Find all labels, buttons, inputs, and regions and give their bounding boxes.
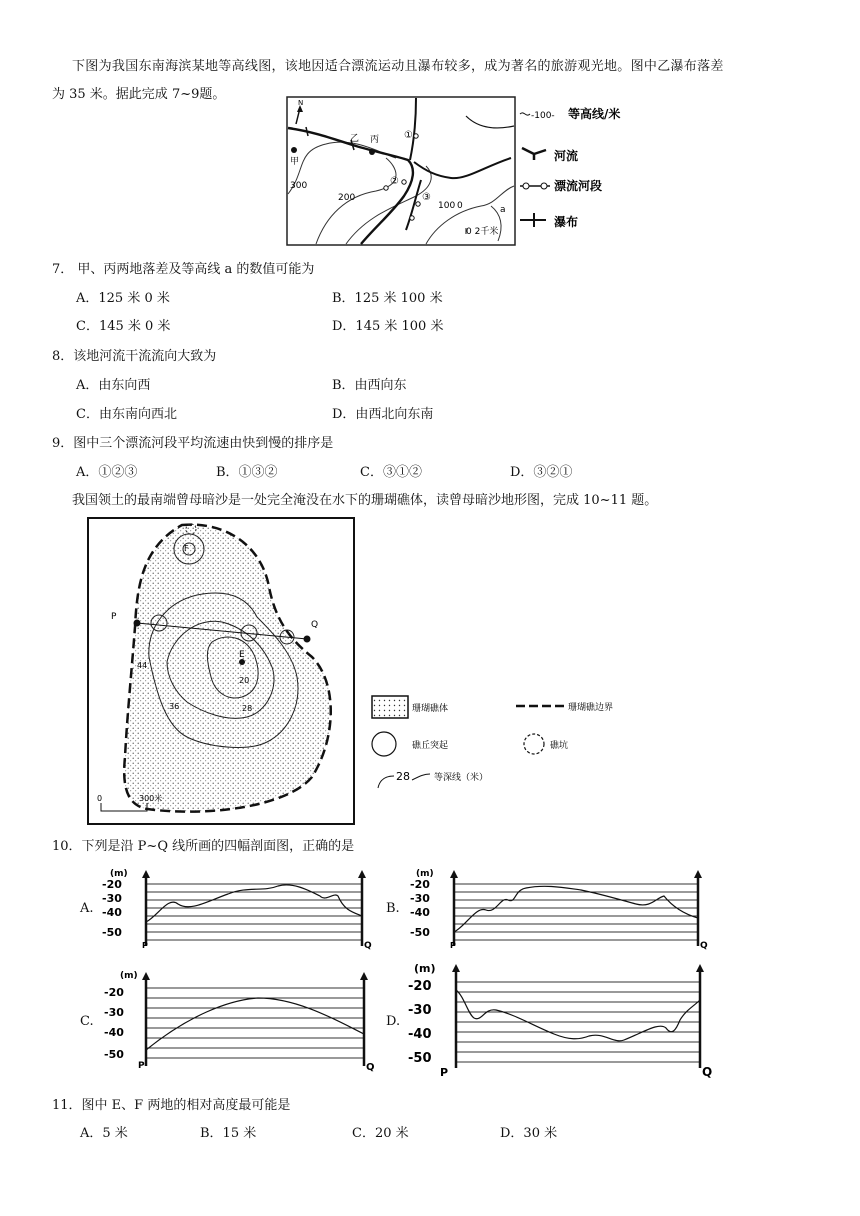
q7-stem: 7． 甲、丙两地落差及等高线 a 的数值可能为 [52, 262, 315, 277]
intro-paragraph-line1: 下图为我国东南海滨某地等高线图，该地因适合漂流运动且瀑布较多，成为著名的旅游观光地。图中乙瀑布落差 [72, 59, 724, 74]
q8-option-c[interactable]: C．由东南向西北 [76, 407, 177, 422]
label-bing: 丙 [370, 135, 380, 145]
svg-text:P: P [440, 1066, 449, 1079]
point-e-label: E [239, 650, 245, 660]
legend-isobath-label: 等深线（米） [434, 773, 489, 783]
q10-option-a-letter[interactable]: A. [80, 901, 94, 916]
q8-stem: 8．该地河流干流流向大致为 [52, 349, 217, 364]
reef-pit-icon [524, 734, 544, 754]
profile-chart-a[interactable] [98, 866, 378, 956]
svg-text:-40: -40 [408, 1027, 432, 1042]
contour-0: 0 [457, 201, 463, 211]
svg-text:Q: Q [700, 941, 708, 951]
q9-option-b[interactable]: B．①③② [216, 465, 278, 480]
svg-text:300米: 300米 [139, 794, 163, 803]
q11-stem: 11．图中 E、F 两地的相对高度最可能是 [52, 1098, 291, 1113]
svg-text:-30: -30 [104, 1006, 124, 1019]
waterfall-icon [520, 213, 546, 227]
reef-map [87, 517, 357, 827]
q8-option-b[interactable]: B．由西向东 [332, 378, 407, 393]
profile-chart-b[interactable] [406, 866, 706, 956]
q10-option-c-letter[interactable]: C. [80, 1014, 94, 1029]
isobath-icon [378, 770, 430, 788]
river-icon [522, 148, 546, 160]
legend-reef-body-label: 珊瑚礁体 [412, 704, 449, 714]
svg-text:-40: -40 [102, 906, 122, 919]
q9-option-d[interactable]: D．③②① [510, 465, 573, 480]
point-q-label: Q [311, 620, 319, 630]
legend-contour-label: 等高线/米 [568, 107, 621, 121]
reef-legend [368, 694, 628, 804]
svg-text:(m): (m) [120, 971, 138, 981]
q9-option-a[interactable]: A．①②③ [76, 465, 138, 480]
q7-option-a[interactable]: A．125 米 0 米 [76, 291, 170, 306]
q11-option-a[interactable]: A．5 米 [80, 1126, 128, 1141]
q7-option-d[interactable]: D．145 米 100 米 [332, 319, 444, 334]
svg-text:28: 28 [396, 770, 410, 783]
isobath-20: 20 [239, 676, 250, 685]
map1-scale [466, 225, 498, 237]
segment-2-label: ② [390, 176, 399, 187]
svg-text:Q: Q [702, 1065, 713, 1079]
q11-option-c[interactable]: C．20 米 [352, 1126, 409, 1141]
svg-text:-50: -50 [408, 1051, 432, 1066]
svg-text:-50: -50 [104, 1048, 124, 1061]
svg-text:-20: -20 [102, 878, 122, 891]
reef-body-icon [372, 696, 408, 718]
q9-option-c[interactable]: C．③①② [360, 465, 422, 480]
svg-text:0 2千米: 0 2千米 [466, 227, 499, 237]
q10-stem: 10．下列是沿 P~Q 线所画的四幅剖面图，正确的是 [52, 839, 355, 854]
q9-stem: 9．图中三个漂流河段平均流速由快到慢的排序是 [52, 436, 334, 451]
svg-text:Q: Q [364, 941, 372, 951]
isobath-36: 36 [169, 702, 180, 711]
svg-text:(m): (m) [414, 962, 436, 975]
svg-text:Q: Q [366, 1062, 375, 1073]
svg-text:-50: -50 [102, 926, 122, 939]
legend-reef-mound-label: 礁丘突起 [412, 741, 449, 751]
label-yi: 乙 [350, 134, 360, 144]
svg-text:(m): (m) [416, 869, 434, 879]
svg-text:-100-: -100- [531, 111, 555, 121]
svg-text:(m): (m) [110, 869, 128, 879]
svg-text:-30: -30 [408, 1003, 432, 1018]
contour-300: 300 [290, 181, 308, 191]
legend-waterfall-label: 瀑布 [554, 215, 579, 229]
intro-paragraph-2: 我国领土的最南端曾母暗沙是一处完全淹没在水下的珊瑚礁体，读曾母暗沙地形图，完成 10~11 题。 [72, 493, 658, 508]
point-f-label: F [184, 544, 189, 553]
isobath-28: 28 [242, 704, 253, 713]
legend-rafting-label: 漂流河段 [554, 179, 603, 193]
point-p-label: P [111, 612, 117, 622]
reef-mound-icon [372, 732, 396, 756]
q11-option-d[interactable]: D．30 米 [500, 1126, 558, 1141]
legend-reef-boundary-label: 珊瑚礁边界 [568, 703, 614, 713]
q11-option-b[interactable]: B．15 米 [200, 1126, 257, 1141]
north-label: N [298, 99, 304, 107]
q7-option-c[interactable]: C．145 米 0 米 [76, 319, 171, 334]
segment-1-label: ① [404, 130, 413, 141]
svg-text:-40: -40 [410, 906, 430, 919]
contour-a: a [500, 205, 506, 215]
svg-text:-30: -30 [102, 892, 122, 905]
svg-text:-50: -50 [410, 926, 430, 939]
svg-text:-40: -40 [104, 1026, 124, 1039]
svg-text:-30: -30 [410, 892, 430, 905]
segment-3-label: ③ [422, 192, 431, 203]
profile-chart-d[interactable] [404, 960, 724, 1078]
legend-reef-pit-label: 礁坑 [550, 741, 569, 751]
svg-text:-20: -20 [408, 979, 432, 994]
q7-option-b[interactable]: B．125 米 100 米 [332, 291, 443, 306]
map1-legend [518, 102, 628, 242]
legend-river-label: 河流 [554, 149, 579, 163]
svg-text:0: 0 [97, 794, 103, 803]
svg-text:-20: -20 [410, 878, 430, 891]
svg-text:P: P [138, 1061, 145, 1071]
contour-200: 200 [338, 193, 356, 203]
isobath-44: 44 [137, 661, 148, 670]
svg-text:P: P [142, 941, 148, 950]
svg-text:-20: -20 [104, 986, 124, 999]
svg-text:P: P [450, 941, 456, 950]
q8-option-a[interactable]: A．由东向西 [76, 378, 151, 393]
profile-chart-c[interactable] [98, 966, 388, 1076]
intro-paragraph-line2: 为 35 米。据此完成 7~9题。 [52, 87, 226, 102]
q10-option-b-letter[interactable]: B. [386, 901, 400, 916]
q10-option-d-letter[interactable]: D. [386, 1014, 401, 1029]
contour-100: 100 [438, 201, 456, 211]
contour-icon [520, 111, 555, 121]
q8-option-d[interactable]: D．由西北向东南 [332, 407, 434, 422]
label-jia: 甲 [290, 157, 300, 167]
rafting-icon [520, 183, 550, 189]
contour-map [286, 96, 516, 246]
